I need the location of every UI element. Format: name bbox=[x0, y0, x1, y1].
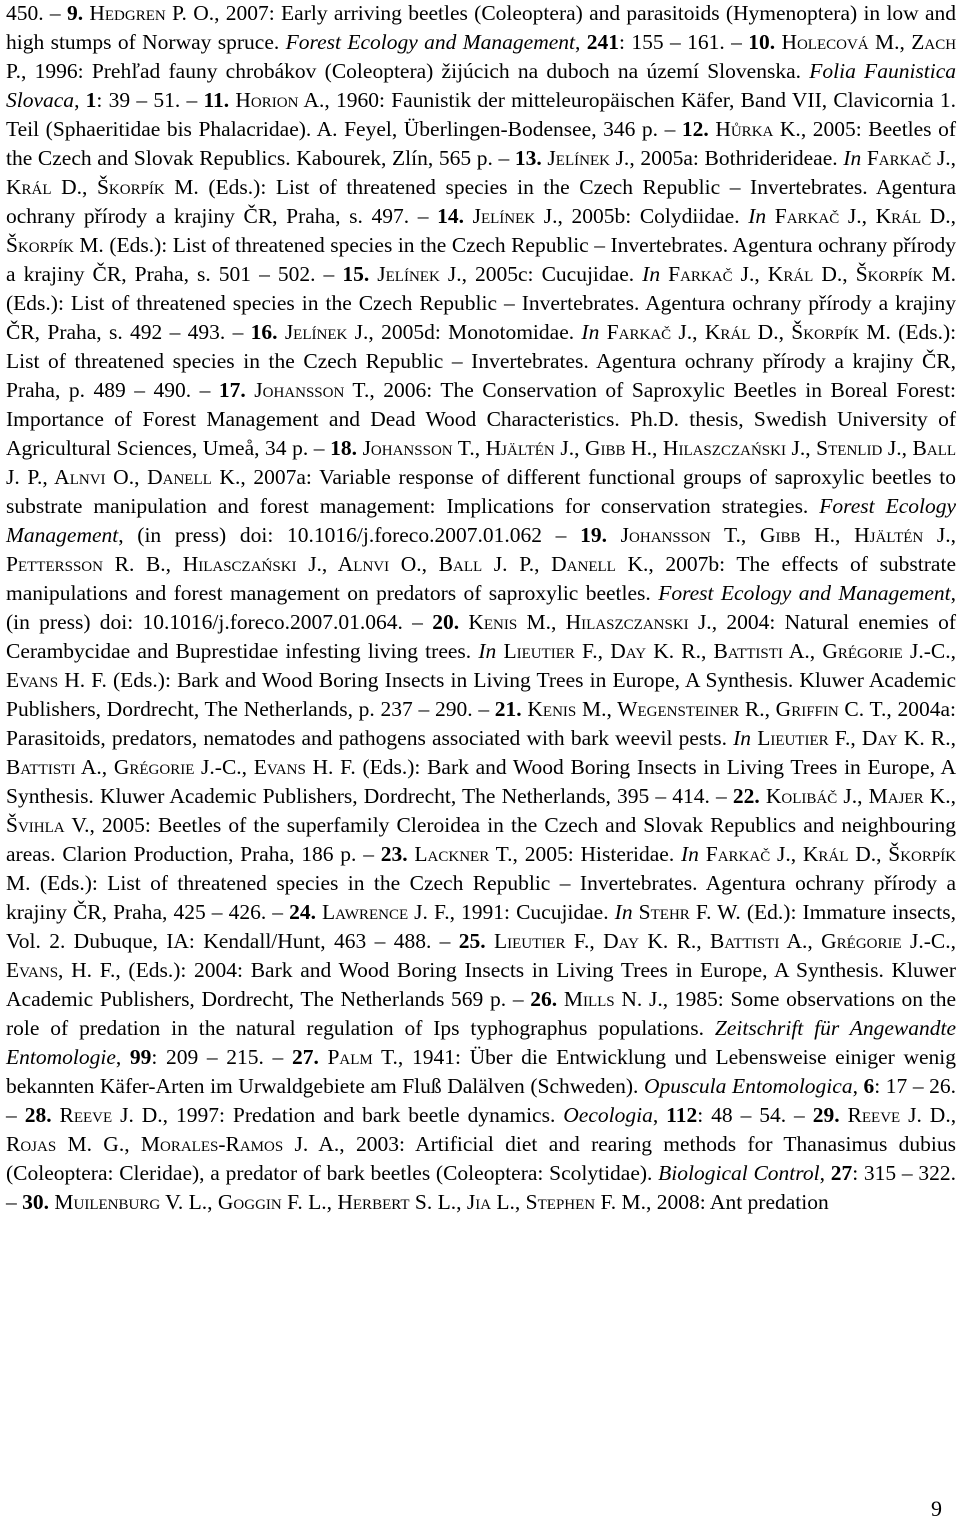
reference-title: Variable response of different functional groups of saproxylic beetles to substrate manipulation and forest management: Implications for conservation strategies. bbox=[6, 465, 956, 518]
reference-year: 2007b: bbox=[665, 552, 726, 576]
reference-journal: Folia Faunistica Slovaca bbox=[6, 59, 957, 112]
reference-book: (Eds.): List of threatened species in the Czech Republic – Invertebrates. Agentura ochrany přírody a krajiny ČR, Praha, s. 492 – 493. bbox=[6, 291, 956, 344]
reference-title: Faunistik der mitteleuropäischen Käfer, Band VII, Clavicornia 1. Teil (Sphaeritidae bis Phalacridae). A. Feyel, Überlingen-Bodensee, 346 p. bbox=[6, 88, 956, 141]
reference-year: 1985: bbox=[674, 987, 724, 1011]
reference-number: 28. bbox=[24, 1103, 52, 1127]
reference-pages: 315 – 322. bbox=[863, 1161, 956, 1185]
reference-number: 13. bbox=[514, 146, 542, 170]
reference-title: Monotomidae. bbox=[448, 320, 575, 344]
reference-number: 12. bbox=[681, 117, 709, 141]
reference-editors: Lieutier F., Day K. R., Battisti A., Grégorie J.-C., Evans H. F. bbox=[6, 639, 957, 692]
reference-number: 23. bbox=[380, 842, 408, 866]
reference-number: 26. bbox=[530, 987, 558, 1011]
reference-year: 2007a: bbox=[253, 465, 312, 489]
reference-journal: Forest Ecology and Management bbox=[658, 581, 951, 605]
reference-title: Cucujidae. bbox=[541, 262, 635, 286]
reference-pages: 17 – 26. bbox=[885, 1074, 957, 1098]
reference-number: 18. bbox=[330, 436, 357, 460]
reference-title: Colydiidae. bbox=[639, 204, 740, 228]
reference-in-label: In bbox=[642, 262, 661, 286]
reference-title: Bark and Wood Boring Insects in Living Trees in Europe, A Synthesis. Kluwer Academic Publishers, Dordrecht, The Netherlands 569 p. bbox=[6, 958, 957, 1011]
reference-year: 2004a: bbox=[897, 697, 957, 721]
reference-authors: Hedgren P. O. bbox=[89, 1, 215, 25]
reference-in-label: In bbox=[581, 320, 600, 344]
reference-doi: , (in press) doi: 10.1016/j.foreco.2007.01.062 bbox=[118, 523, 542, 547]
reference-authors: Kenis M., Hilaszczanski J. bbox=[468, 610, 712, 634]
reference-year: 2005a: bbox=[640, 146, 699, 170]
reference-title: Bothriderideae. bbox=[704, 146, 838, 170]
reference-title: Artificial diet and rearing methods for Thanasimus dubius (Coleoptera: Cleridae), a predator of bark beetles (Coleoptera: Scolytidae). bbox=[6, 1132, 956, 1185]
reference-title: Some observations on the role of predation in the natural regulation of Ips typhographus populations. bbox=[6, 987, 956, 1040]
reference-number: 22. bbox=[732, 784, 760, 808]
reference-list: 450. – 9. Hedgren P. O., 2007: Early arriving beetles (Coleoptera) and parasitoids (Hymenoptera) in low and high stumps of Norway spruce. Forest Ecology and Management, 241: 155 – 161. – 10. Holecová M., Zach P., 1996: Prehľad fauny chrobákov (Coleoptera) žijúcich na duboch na území Slovenska. Folia Faunistica Slovaca, 1: 39 – 51. – 11. Horion A., 1960: Faunistik der mitteleuropäischen Käfer, Band VII, Clavicornia 1. Teil (Sphaeritidae bis Phalacridae). A. Feyel, Überlingen-Bodensee, 346 p. – 12. Hůrka K., 2005: Beetles of the Czech and Slovak Republics. Kabourek, Zlín, 565 p. – 13. Jelínek J., 2005a: Bothriderideae. In Farkač J., Král D., Škorpík M. (Eds.): List of threatened species in the Czech Republic – Invertebrates. Agentura ochrany přírody a krajiny ČR, Praha, s. 497. – 14. Jelínek J., 2005b: Colydiidae. In Farkač J., Král D., Škorpík M. (Eds.): List of threatened species in the Czech Republic – Invertebrates. Agentura ochrany přírody a krajiny ČR, Praha, s. 501 – 502. – 15. Jelínek J., 2005c: Cucujidae. In Farkač J., Král D., Škorpík M. (Eds.): List of threatened species in the Czech Republic – Invertebrates. Agentura ochrany přírody a krajiny ČR, Praha, s. 492 – 493. – 16. Jelínek J., 2005d: Monotomidae. In Farkač J., Král D., Škorpík M. (Eds.): List of threatened species in the Czech Republic – Invertebrates. Agentura ochrany přírody a krajiny ČR, Praha, p. 489 – 490. – 17. Johansson T., 2006: The Conservation of Saproxylic Beetles in Boreal Forest: Importance of Forest Management and Dead Wood Characteristics. Ph.D. thesis, Swedish University of Agricultural Sciences, Umeå, 34 p. – 18. Johansson T., Hjältén J., Gibb H., Hilaszczański J., Stenlid J., Ball J. P., Alnvi O., Danell K., 2007a: Variable response of different functional groups of saproxylic beetles to substrate manipulation and forest management: Implications for conservation strategies. Forest Ecology Management, (in press) doi: 10.1016/j.foreco.2007.01.062 – 19. Johansson T., Gibb H., Hjältén J., Pettersson R. B., Hilasczański J., Alnvi O., Ball J. P., Danell K., 2007b: The effects of substrate manipulations and forest management on predators of saproxylic beetles. Forest Ecology and Management, (in press) doi: 10.1016/j.foreco.2007.01.064. – 20. Kenis M., Hilaszczanski J., 2004: Natural enemies of Cerambycidae and Buprestidae infesting living trees. In Lieutier F., Day K. R., Battisti A., Grégorie J.-C., Evans H. F. (Eds.): Bark and Wood Boring Insects in Living Trees in Europe, A Synthesis. Kluwer Academic Publishers, Dordrecht, The Netherlands, p. 237 – 290. – 21. Kenis M., Wegensteiner R., Griffin C. T., 2004a: Parasitoids, predators, nematodes and pathogens associated with bark weevil pests. In Lieutier F., Day K. R., Battisti A., Grégorie J.-C., Evans H. F. (Eds.): Bark and Wood Boring Insects in Living Trees in Europe, A Synthesis. Kluwer Academic Publishers, Dordrecht, The Netherlands, 395 – 414. – 22. Kolibáč J., Majer K., Švihla V., 2005: Beetles of the superfamily Cleroidea in the Czech and Slovak Republics and neighbouring areas. Clarion Production, Praha, 186 p. – 23. Lackner T., 2005: Histeridae. In Farkač J., Král D., Škorpík M. (Eds.): List of threatened species in the Czech Republic – Invertebrates. Agentura ochrany přírody a krajiny ČR, Praha, 425 – 426. – 24. Lawrence J. F., 1991: Cucujidae. In Stehr F. W. (Ed.): Immature insects, Vol. 2. Dubuque, IA: Kendall/Hunt, 463 – 488. – 25. Lieutier F., Day K. R., Battisti A., Grégorie J.-C., Evans, H. F., (Eds.): 2004: Bark and Wood Boring Insects in Living Trees in Europe, A Synthesis. Kluwer Academic Publishers, Dordrecht, The Netherlands 569 p. – 26. Mills N. J., 1985: Some observations on the role of predation in the natural regulation of Ips typhographus populations. Zeitschrift für Angewandte Entomologie, 99: 209 – 215. – 27. Palm T., 1941: Über die Entwicklung und Lebensweise einiger wenig bekannten Käfer-Arten im Urwaldgebiete am Fluß Dalälven (Schweden). Opuscula Entomologica, 6: 17 – 26. – 28. Reeve J. D., 1997: Predation and bark beetle dynamics. Oecologia, 112: 48 – 54. – 29. Reeve J. D., Rojas M. G., Morales-Ramos J. A., 2003: Artificial diet and rearing methods for Thanasimus dubius (Coleoptera: Cleridae), a predator of bark beetles (Coleoptera: Scolytidae). Biological Control, 27: 315 – 322. – 30. Muilenburg V. L., Goggin F. L., Herbert S. L., Jia L., Stephen F. M., 2008: Ant predation bbox=[6, 1, 957, 1214]
reference-number: 16. bbox=[250, 320, 278, 344]
reference-editors: Farkač J., Král D., Škorpík M. bbox=[6, 204, 957, 257]
reference-year: (Eds.): 2004: bbox=[128, 958, 243, 982]
reference-authors: Johansson T., Hjältén J., Gibb H., Hilaszczański J., Stenlid J., Ball J. P., Alnvi O., Danell K. bbox=[6, 436, 957, 489]
reference-year: 2007: bbox=[225, 1, 275, 25]
reference-title: Über die Entwicklung und Lebensweise einiger wenig bekannten Käfer-Arten im Urwaldgebiete am Fluß Dalälven (Schweden). bbox=[6, 1045, 957, 1098]
reference-editors: Farkač J., Král D., Škorpík M. bbox=[668, 262, 957, 286]
reference-authors: Reeve J. D. bbox=[59, 1103, 163, 1127]
reference-number: 19. bbox=[580, 523, 607, 547]
reference-title: Cucujidae. bbox=[516, 900, 609, 924]
reference-number: 27. bbox=[291, 1045, 319, 1069]
reference-pages: 39 – 51. bbox=[108, 88, 181, 112]
reference-title: Beetles of the Czech and Slovak Republics. Kabourek, Zlín, 565 p. bbox=[6, 117, 957, 170]
reference-book: (Eds.): List of threatened species in the Czech Republic – Invertebrates. Agentura ochrany přírody a krajiny ČR, Praha, p. 489 – 490. bbox=[6, 320, 957, 402]
reference-title: Predation and bark beetle dynamics. bbox=[232, 1103, 556, 1127]
reference-in-label: In bbox=[733, 726, 752, 750]
reference-title: Parasitoids, predators, nematodes and pathogens associated with bark weevil pests. bbox=[6, 726, 727, 750]
reference-journal: Opuscula Entomologica bbox=[643, 1074, 853, 1098]
reference-book: (Ed.): Immature insects, Vol. 2. Dubuque, IA: Kendall/Hunt, 463 – 488. bbox=[6, 900, 957, 953]
reference-authors: Horion A. bbox=[235, 88, 325, 112]
reference-journal: Zeitschrift für Angewandte Entomologie bbox=[6, 1016, 956, 1069]
reference-authors: Jelínek J. bbox=[377, 262, 462, 286]
reference-book: (Eds.): List of threatened species in the Czech Republic – Invertebrates. Agentura ochrany přírody a krajiny ČR, Praha, s. 501 – 502. bbox=[6, 233, 957, 286]
reference-journal: Forest Ecology Management bbox=[6, 494, 957, 547]
reference-number: 20. bbox=[432, 610, 460, 634]
reference-year: 2005: bbox=[524, 842, 574, 866]
reference-year: 2005d: bbox=[381, 320, 441, 344]
reference-journal: Forest Ecology and Management bbox=[285, 30, 576, 54]
reference-volume: 99 bbox=[129, 1045, 152, 1069]
reference-editors: Farkač J., Král D., Škorpík M. bbox=[606, 320, 891, 344]
reference-editors: Farkač J., Král D., Škorpík M. bbox=[6, 842, 957, 895]
reference-authors: Lackner T. bbox=[414, 842, 513, 866]
reference-authors: Johansson T., Gibb H., Hjältén J., Pettersson R. B., Hilasczański J., Alnvi O., Ball J. P., Danell K. bbox=[6, 523, 957, 576]
reference-year: 2006: bbox=[383, 378, 433, 402]
reference-authors: Kolibáč J., Majer K., Švihla V. bbox=[6, 784, 957, 837]
reference-pages: 48 – 54. bbox=[711, 1103, 787, 1127]
reference-number: 17. bbox=[218, 378, 246, 402]
reference-number: 15. bbox=[342, 262, 370, 286]
reference-in-label: In bbox=[478, 639, 497, 663]
reference-authors: Reeve J. D., Rojas M. G., Morales-Ramos J. A. bbox=[6, 1103, 957, 1156]
reference-number: 30. bbox=[22, 1190, 49, 1214]
reference-journal: Biological Control bbox=[658, 1161, 820, 1185]
reference-number: 11. bbox=[203, 88, 230, 112]
reference-number: 21. bbox=[494, 697, 522, 721]
reference-title: Early arriving beetles (Coleoptera) and parasitoids (Hymenoptera) in low and high stumps of Norway spruce. bbox=[6, 1, 957, 54]
reference-authors: Lieutier F., Day K. R., Battisti A., Grégorie J.-C., Evans, H. F. bbox=[6, 929, 956, 982]
reference-volume: 27 bbox=[830, 1161, 853, 1185]
reference-authors: Mills N. J. bbox=[563, 987, 663, 1011]
reference-in-label: In bbox=[843, 146, 862, 170]
reference-title: Prehľad fauny chrobákov (Coleoptera) žijúcich na duboch na území Slovenska. bbox=[91, 59, 801, 83]
reference-in-label: In bbox=[681, 842, 699, 866]
reference-title: The Conservation of Saproxylic Beetles in Boreal Forest: Importance of Forest Management and Dead Wood Characteristics. Ph.D. thesis, Swedish University of Agricultural Sciences, Umeå, 34 p. bbox=[6, 378, 957, 460]
reference-pages: 209 – 215. bbox=[166, 1045, 264, 1069]
reference-volume: 241 bbox=[586, 30, 620, 54]
reference-authors: Jelínek J. bbox=[547, 146, 630, 170]
reference-title: Histeridae. bbox=[580, 842, 675, 866]
reference-year: 2003: bbox=[355, 1132, 405, 1156]
reference-editors: Lieutier F., Day K. R., Battisti A., Grégorie J.-C., Evans H. F. bbox=[6, 726, 956, 779]
reference-number: 14. bbox=[437, 204, 464, 228]
reference-year: 2005: bbox=[812, 117, 862, 141]
reference-year: 1941: bbox=[411, 1045, 461, 1069]
reference-title: Ant predation bbox=[709, 1190, 829, 1214]
reference-in-label: In bbox=[748, 204, 767, 228]
reference-number: 24. bbox=[289, 900, 316, 924]
reference-year: 2008: bbox=[656, 1190, 706, 1214]
reference-number: 10. bbox=[748, 30, 776, 54]
reference-volume: 112 bbox=[666, 1103, 698, 1127]
reference-editors: Stehr F. W. bbox=[638, 900, 741, 924]
reference-pages: 155 – 161. bbox=[631, 30, 725, 54]
reference-journal: Oecologia bbox=[563, 1103, 653, 1127]
reference-title: The effects of substrate manipulations and forest management on predators of saproxylic beetles. bbox=[6, 552, 956, 605]
reference-year: 1997: bbox=[175, 1103, 225, 1127]
page-prefix: 450. bbox=[6, 1, 44, 25]
reference-year: 1960: bbox=[335, 88, 385, 112]
reference-year: 2004: bbox=[726, 610, 776, 634]
reference-authors: Hůrka K. bbox=[715, 117, 801, 141]
reference-volume: 1 bbox=[85, 88, 97, 112]
reference-authors: Palm T. bbox=[327, 1045, 398, 1069]
reference-book: (Eds.): Bark and Wood Boring Insects in Living Trees in Europe, A Synthesis. Kluwer Academic Publishers, Dordrecht, The Netherlands, 395 – 414. bbox=[6, 755, 957, 808]
page-number: 9 bbox=[931, 1496, 942, 1521]
reference-year: 1996: bbox=[34, 59, 84, 83]
reference-number: 9. bbox=[66, 1, 84, 25]
reference-year: 1991: bbox=[461, 900, 510, 924]
reference-authors: Jelínek J. bbox=[472, 204, 558, 228]
reference-title: Beetles of the superfamily Cleroidea in the Czech and Slovak Republics and neighbouring areas. Clarion Production, Praha, 186 p. bbox=[6, 813, 956, 866]
reference-authors: Muilenburg V. L., Goggin F. L., Herbert S. L., Jia L., Stephen F. M. bbox=[54, 1190, 646, 1214]
reference-in-label: In bbox=[614, 900, 633, 924]
reference-number: 29. bbox=[812, 1103, 840, 1127]
reference-book: (Eds.): Bark and Wood Boring Insects in Living Trees in Europe, A Synthesis. Kluwer Academic Publishers, Dordrecht, The Netherlands, p. 237 – 290. bbox=[6, 668, 956, 721]
reference-doi: , (in press) doi: 10.1016/j.foreco.2007.01.064. bbox=[6, 581, 956, 634]
reference-authors: Lawrence J. F. bbox=[322, 900, 450, 924]
reference-book: (Eds.): List of threatened species in the Czech Republic – Invertebrates. Agentura ochrany přírody a krajiny ČR, Praha, s. 497. bbox=[6, 175, 957, 228]
reference-book: (Eds.): List of threatened species in the Czech Republic – Invertebrates. Agentura ochrany přírody a krajiny ČR, Praha, 425 – 426. bbox=[6, 871, 956, 924]
reference-volume: 6 bbox=[863, 1074, 875, 1098]
reference-year: 2005: bbox=[101, 813, 151, 837]
reference-number: 25. bbox=[458, 929, 486, 953]
reference-year: 2005b: bbox=[571, 204, 632, 228]
reference-authors: Jelínek J. bbox=[284, 320, 369, 344]
reference-authors: Johansson T. bbox=[254, 378, 370, 402]
reference-title: Natural enemies of Cerambycidae and Buprestidae infesting living trees. bbox=[6, 610, 956, 663]
reference-editors: Farkač J., Král D., Škorpík M. bbox=[6, 146, 957, 199]
reference-authors: Holecová M., Zach P. bbox=[6, 30, 957, 83]
reference-authors: Kenis M., Wegensteiner R., Griffin C. T. bbox=[527, 697, 887, 721]
reference-year: 2005c: bbox=[475, 262, 534, 286]
